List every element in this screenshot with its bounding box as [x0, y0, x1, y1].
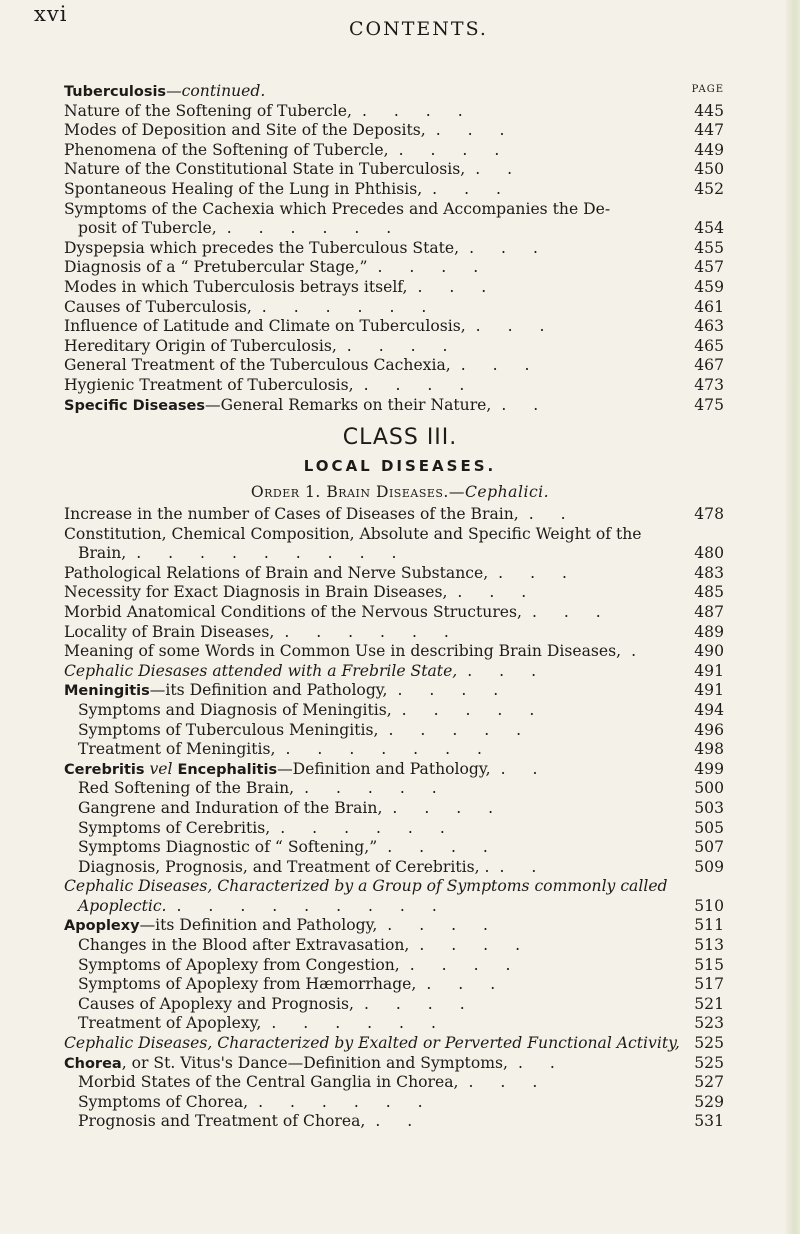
entry-title — [64, 1034, 680, 1054]
entry-page: 525 — [694, 1053, 724, 1072]
entry-title — [78, 956, 521, 976]
entry-text: Apoplectic. — [78, 896, 167, 915]
entry-leader: . . . . — [387, 916, 499, 935]
entry-text: Treatment of Apoplexy, — [78, 1014, 262, 1033]
entry-title — [78, 819, 456, 839]
entry-title — [64, 623, 460, 643]
entry-text: Increase in the number of Cases of Diseases of the Brain, — [64, 505, 519, 523]
entry-title — [64, 258, 489, 278]
contents-entry — [64, 1112, 724, 1132]
entry-text: Cephalic Diseases, Characterized by a Group of Symptoms commonly called — [64, 877, 668, 896]
contents-entry — [64, 141, 724, 161]
entry-leader: . . . . . . — [271, 1014, 447, 1033]
entry-leader: . . . . . . — [261, 297, 438, 316]
entry-text: Treatment of Meningitis, — [78, 740, 276, 759]
entry-text: Pathological Relations of Brain and Nerve Substance, — [64, 563, 489, 582]
entry-page: 513 — [694, 936, 724, 955]
entry-leader: . . . — [467, 661, 548, 680]
entry-title — [78, 740, 493, 760]
entry-title — [78, 995, 476, 1015]
entry-page: 459 — [694, 277, 724, 296]
entry-leader: . . . — [426, 975, 507, 994]
entry-page: 509 — [694, 857, 724, 876]
entry-leader: . . . . — [397, 681, 510, 700]
entry-page: 450 — [694, 160, 724, 179]
entry-title — [64, 317, 555, 337]
entry-text: Causes of Apoplexy and Prognosis, — [78, 994, 354, 1013]
section-heading-label: Tuberculosis — [64, 84, 167, 100]
entry-page: 500 — [694, 779, 724, 798]
entry-page: 452 — [694, 179, 724, 198]
contents-entry — [64, 956, 724, 976]
entry-page: 529 — [694, 1092, 724, 1111]
entry-leader: . . — [475, 160, 524, 179]
contents-entry — [64, 396, 724, 416]
contents-entry — [64, 975, 724, 995]
contents-entry — [64, 564, 724, 584]
entry-title — [64, 525, 642, 545]
entry-text: Cephalic Diseases, Characterized by Exalted or Perverted Functional Activity, — [64, 1034, 680, 1053]
entry-text: posit of Tubercle, — [78, 219, 217, 238]
entry-title — [64, 760, 548, 781]
entry-text: Symptoms and Diagnosis of Meningitis, — [78, 700, 392, 719]
entry-bold: Meningitis — [64, 683, 150, 700]
entry-leader: . . . . . . — [258, 1092, 434, 1111]
entry-leader: . . . . . — [388, 720, 533, 739]
contents-section-brain-diseases — [64, 505, 724, 1132]
entry-text: Morbid Anatomical Conditions of the Nervous Structures, — [64, 602, 522, 621]
entry-text: Hereditary Origin of Tuberculosis, — [64, 336, 337, 355]
entry-italic: vel — [144, 759, 178, 778]
entry-bold: Apoplexy — [64, 918, 140, 935]
page-title: CONTENTS. — [349, 18, 488, 40]
contents-entry — [64, 819, 724, 839]
entry-title — [64, 877, 668, 897]
contents-entry — [64, 239, 724, 259]
entry-page: 523 — [694, 1014, 724, 1033]
entry-page: 515 — [694, 955, 724, 974]
page-edge — [784, 0, 800, 1234]
contents-entry — [64, 603, 724, 623]
entry-text: Changes in the Blood after Extravasation, — [78, 936, 410, 955]
entry-leader: . . . . — [346, 336, 459, 355]
entry-leader: . . . . . . — [226, 219, 403, 238]
entry-page: 531 — [694, 1112, 724, 1131]
entry-page: 455 — [694, 238, 724, 257]
contents-entry — [64, 701, 724, 721]
contents-entry — [64, 760, 724, 780]
entry-title — [64, 239, 549, 259]
entry-leader: . . . . . . . — [285, 740, 493, 759]
section-heading-suffix: —continued. — [166, 82, 266, 100]
entry-page: 480 — [694, 544, 724, 563]
entry-leader: . . . . . — [401, 700, 546, 719]
entry-leader: . . . — [475, 317, 556, 336]
entry-text: Dyspepsia which precedes the Tuberculous State, — [64, 238, 460, 257]
entry-page: 461 — [694, 297, 724, 316]
entry-page: 454 — [694, 219, 724, 238]
entry-page: 521 — [694, 994, 724, 1013]
contents-entry — [64, 376, 724, 396]
contents-entry — [64, 936, 724, 956]
entry-leader: . . . — [460, 356, 541, 375]
contents-entry — [64, 160, 724, 180]
contents-entry — [64, 779, 724, 799]
entry-title — [78, 936, 531, 956]
entry-leader: . . . — [531, 602, 612, 621]
entry-page: 478 — [694, 505, 724, 523]
entry-leader: . . . — [435, 121, 516, 140]
entry-text: Symptoms of Chorea, — [78, 1092, 249, 1111]
entry-page: 498 — [694, 740, 724, 759]
entry-title — [78, 858, 547, 878]
entry-title — [78, 975, 506, 995]
page-column-label: PAGE — [691, 84, 724, 95]
contents-entry — [64, 1014, 724, 1034]
entry-bold: Encephalitis — [177, 761, 278, 778]
entry-text: Morbid States of the Central Ganglia in Chorea, — [78, 1073, 459, 1092]
contents-entry — [64, 102, 724, 122]
contents-entry — [64, 505, 724, 525]
entry-leader: . . . . . . — [280, 818, 456, 837]
entry-title — [64, 583, 537, 603]
entry-text: Gangrene and Induration of the Brain, — [78, 798, 383, 817]
entry-leader: . — [631, 642, 648, 661]
entry-title — [64, 376, 475, 396]
entry-leader: . . . — [432, 179, 512, 198]
contents-entry — [64, 298, 724, 318]
entry-page: 496 — [694, 720, 724, 739]
entry-leader: . . . — [468, 1073, 549, 1092]
entry-text: Constitution, Chemical Composition, Absolute and Specific Weight of the — [64, 524, 642, 543]
entry-page: 511 — [694, 916, 724, 935]
entry-title — [78, 779, 448, 799]
entry-leader: . . . . — [409, 955, 522, 974]
entry-title — [78, 219, 402, 239]
entry-page: 517 — [694, 975, 724, 994]
contents-entry — [64, 1093, 724, 1113]
contents-entry — [64, 544, 724, 564]
entry-title — [78, 721, 532, 741]
entry-title — [78, 897, 448, 917]
entry-page: 449 — [694, 140, 724, 159]
entry-text: Causes of Tuberculosis, — [64, 297, 252, 316]
order-prefix: Order 1. Brain Diseases.— — [250, 483, 465, 501]
entry-title — [64, 337, 459, 357]
entry-leader: . . . . — [387, 838, 499, 857]
order-italic: Cephalici. — [464, 483, 550, 501]
entry-leader: . . . . — [377, 258, 490, 277]
entry-page: 490 — [694, 642, 724, 661]
entry-text: Symptoms of the Cachexia which Precedes and Accompanies the De- — [64, 199, 611, 218]
contents-entry — [64, 838, 724, 858]
contents-entry — [64, 681, 724, 701]
entry-title — [64, 505, 577, 525]
entry-leader: . . — [375, 1112, 424, 1131]
entry-page: 483 — [694, 563, 724, 582]
entry-title — [64, 180, 512, 200]
entry-text: , or St. Vitus's Dance—Definition and Symptoms, — [121, 1053, 508, 1072]
entry-title — [78, 1112, 423, 1132]
entry-text: Symptoms of Cerebritis, — [78, 818, 271, 837]
entry-title — [78, 544, 407, 564]
entry-text: —its Definition and Pathology, — [149, 681, 388, 700]
entry-title — [64, 102, 474, 122]
entry-text: Cephalic Diesases attended with a Frebrile State, — [64, 661, 458, 680]
entry-leader: . . — [499, 857, 548, 876]
entry-leader: . . . — [417, 277, 498, 296]
entry-leader: . . . . . . — [284, 622, 460, 641]
entry-leader: . . . . — [398, 140, 511, 159]
entry-leader: . . . — [469, 238, 549, 257]
contents-entry — [64, 583, 724, 603]
entry-page: 499 — [694, 759, 724, 778]
contents-entry — [64, 356, 724, 376]
entry-title — [78, 1073, 548, 1093]
entry-title — [78, 1014, 447, 1034]
entry-title — [64, 681, 509, 702]
contents-entry — [64, 721, 724, 741]
entry-leader: . . . — [498, 563, 578, 582]
entry-text: Symptoms of Apoplexy from Hæmorrhage, — [78, 975, 417, 994]
entry-bold: Specific Diseases — [64, 397, 205, 414]
entry-title — [64, 642, 647, 662]
contents-entry — [64, 180, 724, 200]
section-heading — [64, 82, 724, 102]
contents-entry — [64, 799, 724, 819]
entry-page: 457 — [694, 258, 724, 277]
entry-page: 445 — [694, 101, 724, 120]
entry-text: Symptoms of Apoplexy from Congestion, — [78, 955, 400, 974]
entry-title — [78, 799, 504, 819]
contents-entry — [64, 642, 724, 662]
entry-text: Influence of Latitude and Climate on Tuberculosis, — [64, 317, 466, 336]
entry-title — [78, 838, 499, 858]
entry-title — [64, 141, 510, 161]
contents-entry — [64, 200, 724, 220]
entry-leader: . . . . — [392, 798, 505, 817]
entry-page: 487 — [694, 602, 724, 621]
entry-text: Symptoms of Tuberculous Meningitis, — [78, 720, 379, 739]
contents-entry — [64, 662, 724, 682]
page-number: xvi — [34, 2, 68, 26]
entry-text: —Definition and Pathology, — [277, 759, 491, 778]
entry-title — [64, 200, 610, 220]
entry-title — [64, 603, 612, 623]
contents-entry — [64, 525, 724, 545]
entry-bold: Chorea — [64, 1055, 122, 1072]
entry-page: 485 — [694, 583, 724, 602]
entry-title — [64, 160, 523, 180]
order-heading — [0, 483, 800, 501]
contents-entry — [64, 337, 724, 357]
entry-text: Hygienic Treatment of Tuberculosis, — [64, 375, 354, 394]
contents-entry — [64, 897, 724, 917]
contents-entry — [64, 623, 724, 643]
class-subtitle: LOCAL DISEASES. — [303, 457, 497, 475]
contents-entry — [64, 258, 724, 278]
entry-leader: . . . . . . . . . — [136, 544, 408, 563]
entry-leader: . . . — [457, 583, 538, 602]
entry-text: Necessity for Exact Diagnosis in Brain Diseases, — [64, 583, 448, 602]
entry-page: 491 — [694, 681, 724, 700]
class-title: CLASS III. — [342, 425, 458, 450]
entry-text: Locality of Brain Diseases, — [64, 622, 275, 641]
contents-entry — [64, 916, 724, 936]
entry-title — [64, 356, 541, 376]
entry-text: Meaning of some Words in Common Use in describing Brain Diseases, — [64, 642, 622, 661]
entry-page: 510 — [694, 896, 724, 915]
entry-page: 503 — [694, 798, 724, 817]
entry-title — [64, 662, 547, 682]
entry-text: Diagnosis of a “ Pretubercular Stage,” — [64, 258, 368, 277]
entry-leader: . . . . — [363, 994, 476, 1013]
entry-page: 463 — [694, 317, 724, 336]
entry-text: Modes of Deposition and Site of the Deposits, — [64, 121, 426, 140]
entry-page: 507 — [694, 838, 724, 857]
entry-text: Nature of the Softening of Tubercle, — [64, 101, 352, 120]
contents-entry — [64, 858, 724, 878]
entry-page: 525 — [694, 1034, 724, 1053]
entry-text: Symptoms Diagnostic of “ Softening,” — [78, 838, 378, 857]
contents-entry — [64, 121, 724, 141]
entry-leader: . . . . — [361, 101, 474, 120]
entry-title — [64, 916, 499, 937]
entry-leader: . . — [501, 395, 550, 414]
entry-page: 491 — [694, 661, 724, 680]
contents-entry — [64, 278, 724, 298]
entry-leader: . . . . — [419, 936, 532, 955]
contents-entry — [64, 995, 724, 1015]
entry-text: Spontaneous Healing of the Lung in Phthisis, — [64, 179, 423, 198]
entry-text: Brain, — [78, 544, 127, 563]
entry-title — [64, 121, 516, 141]
entry-text: Prognosis and Treatment of Chorea, — [78, 1112, 366, 1131]
entry-page: 467 — [694, 356, 724, 375]
entry-text: Nature of the Constitutional State in Tuberculosis, — [64, 160, 466, 179]
contents-entry — [64, 740, 724, 760]
contents-entry — [64, 1034, 724, 1054]
entry-leader: . . . . . . . . . — [176, 896, 448, 915]
entry-text: —General Remarks on their Nature, — [204, 395, 492, 414]
entry-title — [64, 298, 437, 318]
entry-title — [64, 1054, 566, 1075]
entry-leader: . . — [528, 505, 577, 523]
entry-text: General Treatment of the Tuberculous Cachexia, — [64, 356, 451, 375]
entry-page: 505 — [694, 818, 724, 837]
entry-leader: . . . . — [363, 375, 476, 394]
entry-text: Modes in which Tuberculosis betrays itself, — [64, 277, 408, 296]
entry-page: 489 — [694, 622, 724, 641]
entry-title — [64, 564, 578, 584]
entry-page: 465 — [694, 336, 724, 355]
entry-leader: . . — [517, 1053, 566, 1072]
contents-entry — [64, 1054, 724, 1074]
entry-page: 527 — [694, 1073, 724, 1092]
entry-title — [64, 396, 549, 417]
contents-entry — [64, 219, 724, 239]
entry-text: —its Definition and Pathology, — [139, 916, 378, 935]
entry-page: 475 — [694, 395, 724, 414]
entry-page: 494 — [694, 700, 724, 719]
entry-text: Phenomena of the Softening of Tubercle, — [64, 140, 389, 159]
contents-entry — [64, 1073, 724, 1093]
entry-page: 473 — [694, 375, 724, 394]
entry-title — [78, 1093, 434, 1113]
entry-text: Red Softening of the Brain, — [78, 779, 295, 798]
contents-entry — [64, 317, 724, 337]
entry-text: Diagnosis, Prognosis, and Treatment of Cerebritis, . — [78, 857, 490, 876]
contents-entry — [64, 877, 724, 897]
entry-page: 447 — [694, 121, 724, 140]
entry-title — [78, 701, 545, 721]
entry-title — [64, 278, 497, 298]
entry-leader: . . . . . — [304, 779, 448, 798]
entry-leader: . . — [500, 759, 549, 778]
contents-section-tuberculosis — [64, 82, 724, 415]
entry-bold: Cerebritis — [64, 761, 145, 778]
